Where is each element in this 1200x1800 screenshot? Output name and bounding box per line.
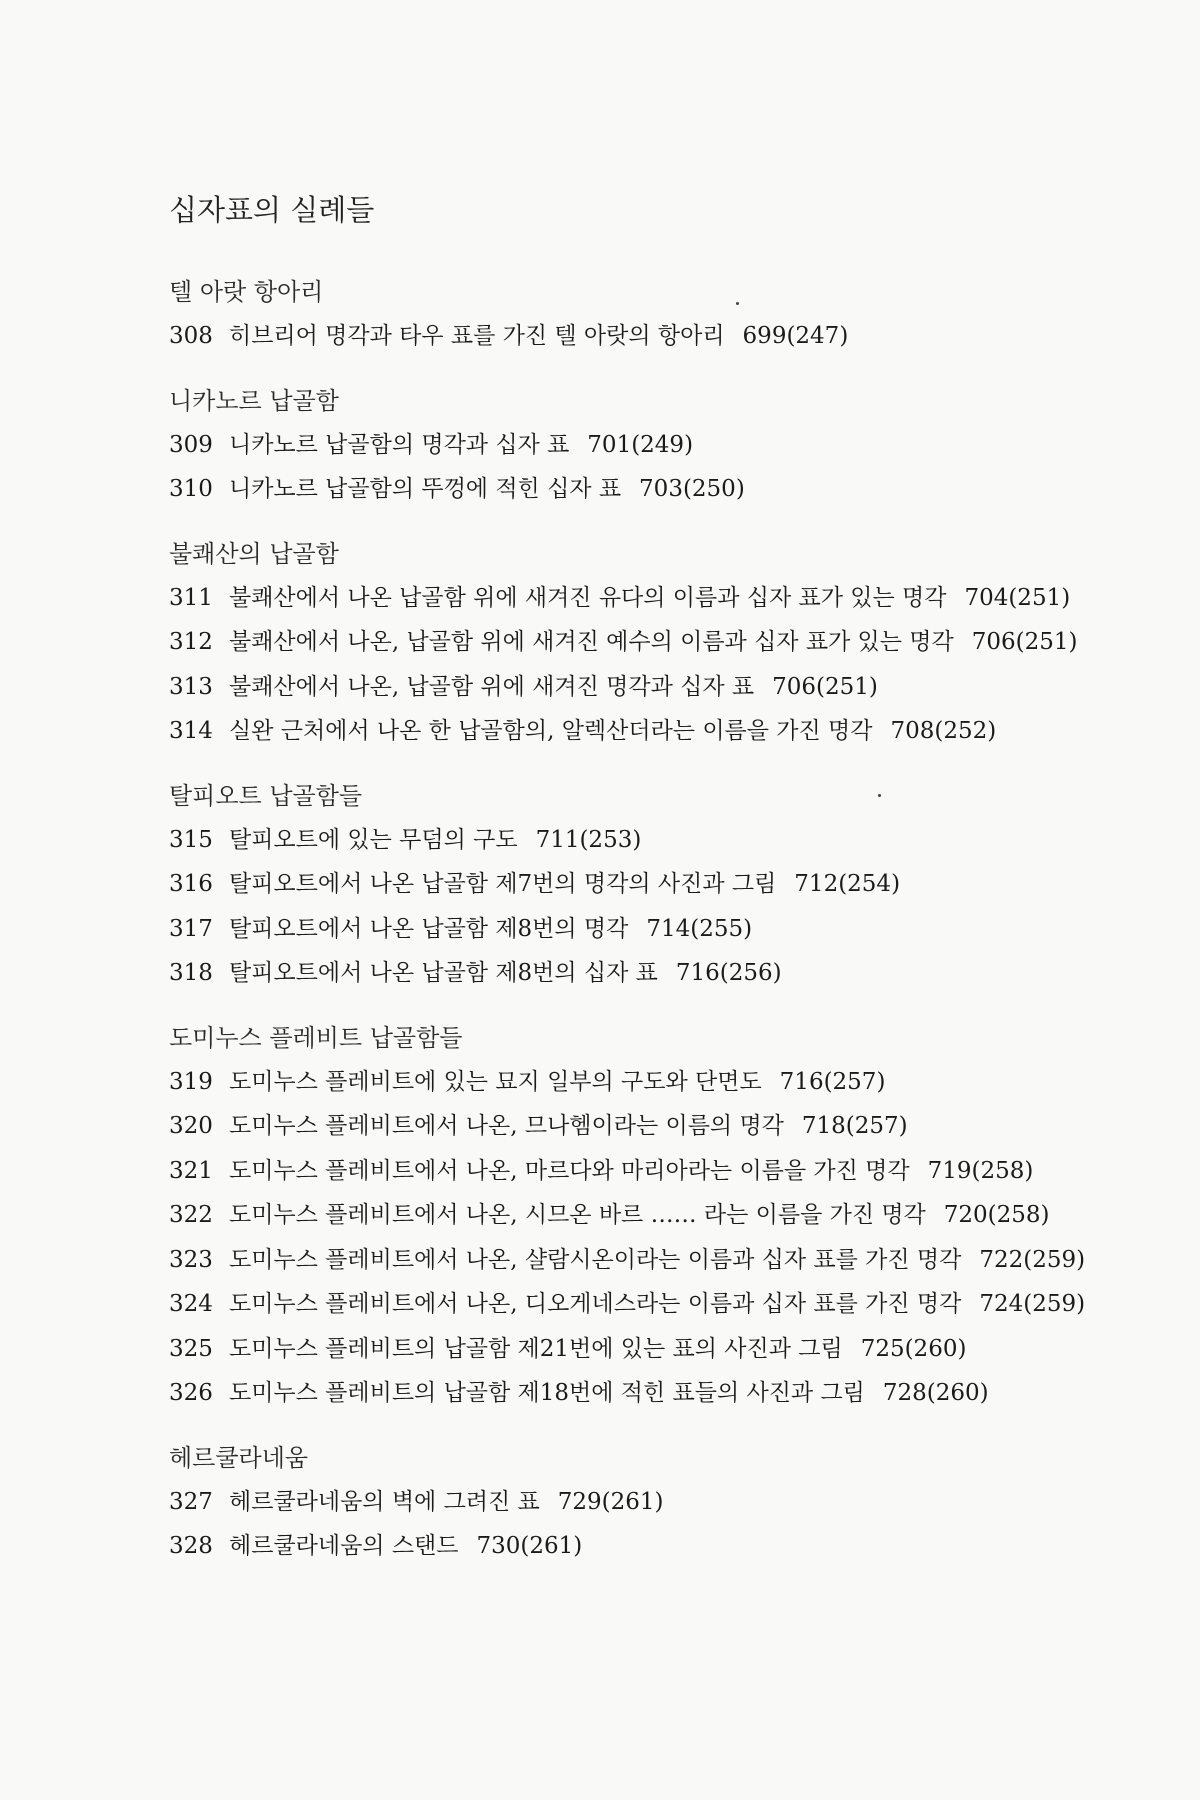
- figure-number: 322: [169, 1202, 213, 1228]
- figure-number: 318: [169, 960, 213, 986]
- figure-caption: 도미누스 플레비트에서 나온, 마르다와 마리아라는 이름을 가진 명각: [229, 1157, 910, 1184]
- figure-number: 323: [169, 1246, 213, 1273]
- figure-caption: 불쾌산에서 나온 납골함 위에 새겨진 유다의 이름과 십자 표가 있는 명각: [229, 584, 947, 611]
- section: [169, 1436, 1149, 1569]
- section-heading: 도미누스 플레비트 납골함들: [169, 1023, 463, 1052]
- section: [169, 532, 1149, 754]
- figure-number: 316: [169, 871, 213, 897]
- list-item: [169, 1193, 1149, 1238]
- figure-caption: 탈피오트에서 나온 납골함 제8번의 명각: [229, 915, 629, 942]
- figure-number: 309: [169, 431, 213, 458]
- page-reference: 716(257): [779, 1068, 886, 1095]
- list-item: [169, 818, 1149, 863]
- list-item: [169, 576, 1149, 621]
- figure-number: 308: [169, 323, 213, 349]
- contents-list: [169, 270, 1149, 1589]
- figure-number: 317: [169, 915, 213, 942]
- list-item: [169, 1282, 1149, 1327]
- page-reference: 706(251): [772, 673, 878, 700]
- figure-number: 314: [169, 718, 213, 744]
- figure-number: 312: [169, 629, 213, 655]
- figure-caption: 히브리어 명각과 타우 표를 가진 텔 아랏의 항아리: [229, 323, 725, 349]
- figure-caption: 도미누스 플레비트에 있는 묘지 일부의 구도와 단면도: [229, 1068, 762, 1095]
- list-item: [169, 1480, 1149, 1525]
- list-item: [169, 314, 1149, 359]
- figure-number: 321: [169, 1157, 213, 1184]
- list-item: [169, 665, 1149, 710]
- list-item: [169, 620, 1149, 665]
- section: [169, 1016, 1149, 1416]
- list-item: [169, 467, 1149, 512]
- page-reference: 699(247): [742, 323, 849, 349]
- figure-caption: 도미누스 플레비트의 납골함 제21번에 있는 표의 사진과 그림: [229, 1335, 843, 1362]
- figure-caption: 헤르쿨라네움의 벽에 그려진 표: [229, 1488, 540, 1515]
- page-reference: 728(260): [882, 1380, 989, 1406]
- page-reference: 730(261): [476, 1533, 583, 1559]
- section-heading: 니카노르 납골함: [169, 386, 339, 415]
- page-reference: 714(255): [646, 915, 753, 942]
- figure-caption: 탈피오트에 있는 무덤의 구도: [229, 826, 518, 853]
- list-item: [169, 1238, 1149, 1283]
- figure-number: 315: [169, 826, 213, 853]
- figure-caption: 탈피오트에서 나온 납골함 제7번의 명각의 사진과 그림: [229, 871, 777, 897]
- page-reference: 711(253): [535, 826, 642, 853]
- page-reference: 703(250): [639, 476, 745, 502]
- figure-number: 328: [169, 1533, 213, 1559]
- figure-number: 326: [169, 1380, 213, 1406]
- figure-caption: 불쾌산에서 나온, 납골함 위에 새겨진 명각과 십자 표: [229, 673, 755, 700]
- figure-caption: 도미누스 플레비트에서 나온, 디오게네스라는 이름과 십자 표를 가진 명각: [229, 1291, 962, 1317]
- figure-number: 311: [169, 584, 213, 611]
- list-item: [169, 1060, 1149, 1105]
- page-title: 십자표의 실례들: [169, 193, 375, 227]
- page-reference: 706(251): [971, 629, 1078, 655]
- page-reference: 716(256): [675, 960, 782, 986]
- page-reference: 701(249): [587, 431, 694, 458]
- figure-caption: 도미누스 플레비트에서 나온, 시므온 바르 …… 라는 이름을 가진 명각: [229, 1202, 926, 1228]
- list-item: [169, 907, 1149, 952]
- list-item: [169, 1371, 1149, 1416]
- list-item: [169, 1327, 1149, 1372]
- section-heading: 불쾌산의 납골함: [169, 539, 339, 568]
- page-reference: 725(260): [860, 1335, 967, 1362]
- section-heading: 텔 아랏 항아리: [169, 278, 324, 306]
- figure-caption: 도미누스 플레비트에서 나온, 므나헴이라는 이름의 명각: [229, 1113, 784, 1139]
- figure-caption: 도미누스 플레비트에서 나온, 샬람시온이라는 이름과 십자 표를 가진 명각: [229, 1246, 962, 1273]
- figure-number: 310: [169, 476, 213, 502]
- list-item: [169, 862, 1149, 907]
- page-reference: 704(251): [964, 584, 1071, 611]
- figure-caption: 니카노르 납골함의 명각과 십자 표: [229, 431, 570, 458]
- figure-caption: 니카노르 납골함의 뚜껑에 적힌 십자 표: [229, 476, 622, 502]
- page-reference: 724(259): [979, 1291, 1086, 1317]
- figure-caption: 탈피오트에서 나온 납골함 제8번의 십자 표: [229, 960, 658, 986]
- list-item: [169, 1149, 1149, 1194]
- section: [169, 379, 1149, 512]
- page-reference: 729(261): [557, 1488, 664, 1515]
- list-item: [169, 1104, 1149, 1149]
- figure-caption: 도미누스 플레비트의 납골함 제18번에 적힌 표들의 사진과 그림: [229, 1380, 865, 1406]
- figure-number: 320: [169, 1113, 213, 1139]
- page-reference: 720(258): [943, 1202, 1050, 1228]
- list-item: [169, 1524, 1149, 1569]
- figure-number: 325: [169, 1335, 213, 1362]
- page-reference: 719(258): [927, 1157, 1034, 1184]
- figure-number: 313: [169, 673, 213, 700]
- figure-number: 327: [169, 1488, 213, 1515]
- figure-caption: 헤르쿨라네움의 스탠드: [229, 1533, 459, 1559]
- list-item: [169, 951, 1149, 996]
- page-reference: 708(252): [890, 718, 997, 744]
- page-reference: 722(259): [979, 1246, 1086, 1273]
- page-reference: 718(257): [801, 1113, 908, 1139]
- section-heading: 헤르쿨라네움: [169, 1443, 309, 1472]
- figure-caption: 실완 근처에서 나온 한 납골함의, 알렉산더라는 이름을 가진 명각: [229, 718, 873, 744]
- figure-number: 324: [169, 1291, 213, 1317]
- section: [169, 774, 1149, 996]
- figure-number: 319: [169, 1068, 213, 1095]
- list-item: [169, 423, 1149, 468]
- figure-caption: 불쾌산에서 나온, 납골함 위에 새겨진 예수의 이름과 십자 표가 있는 명각: [229, 629, 954, 655]
- section-heading: 탈피오트 납골함들: [169, 781, 363, 810]
- page-reference: 712(254): [794, 871, 901, 897]
- list-item: [169, 709, 1149, 754]
- section: [169, 270, 1149, 359]
